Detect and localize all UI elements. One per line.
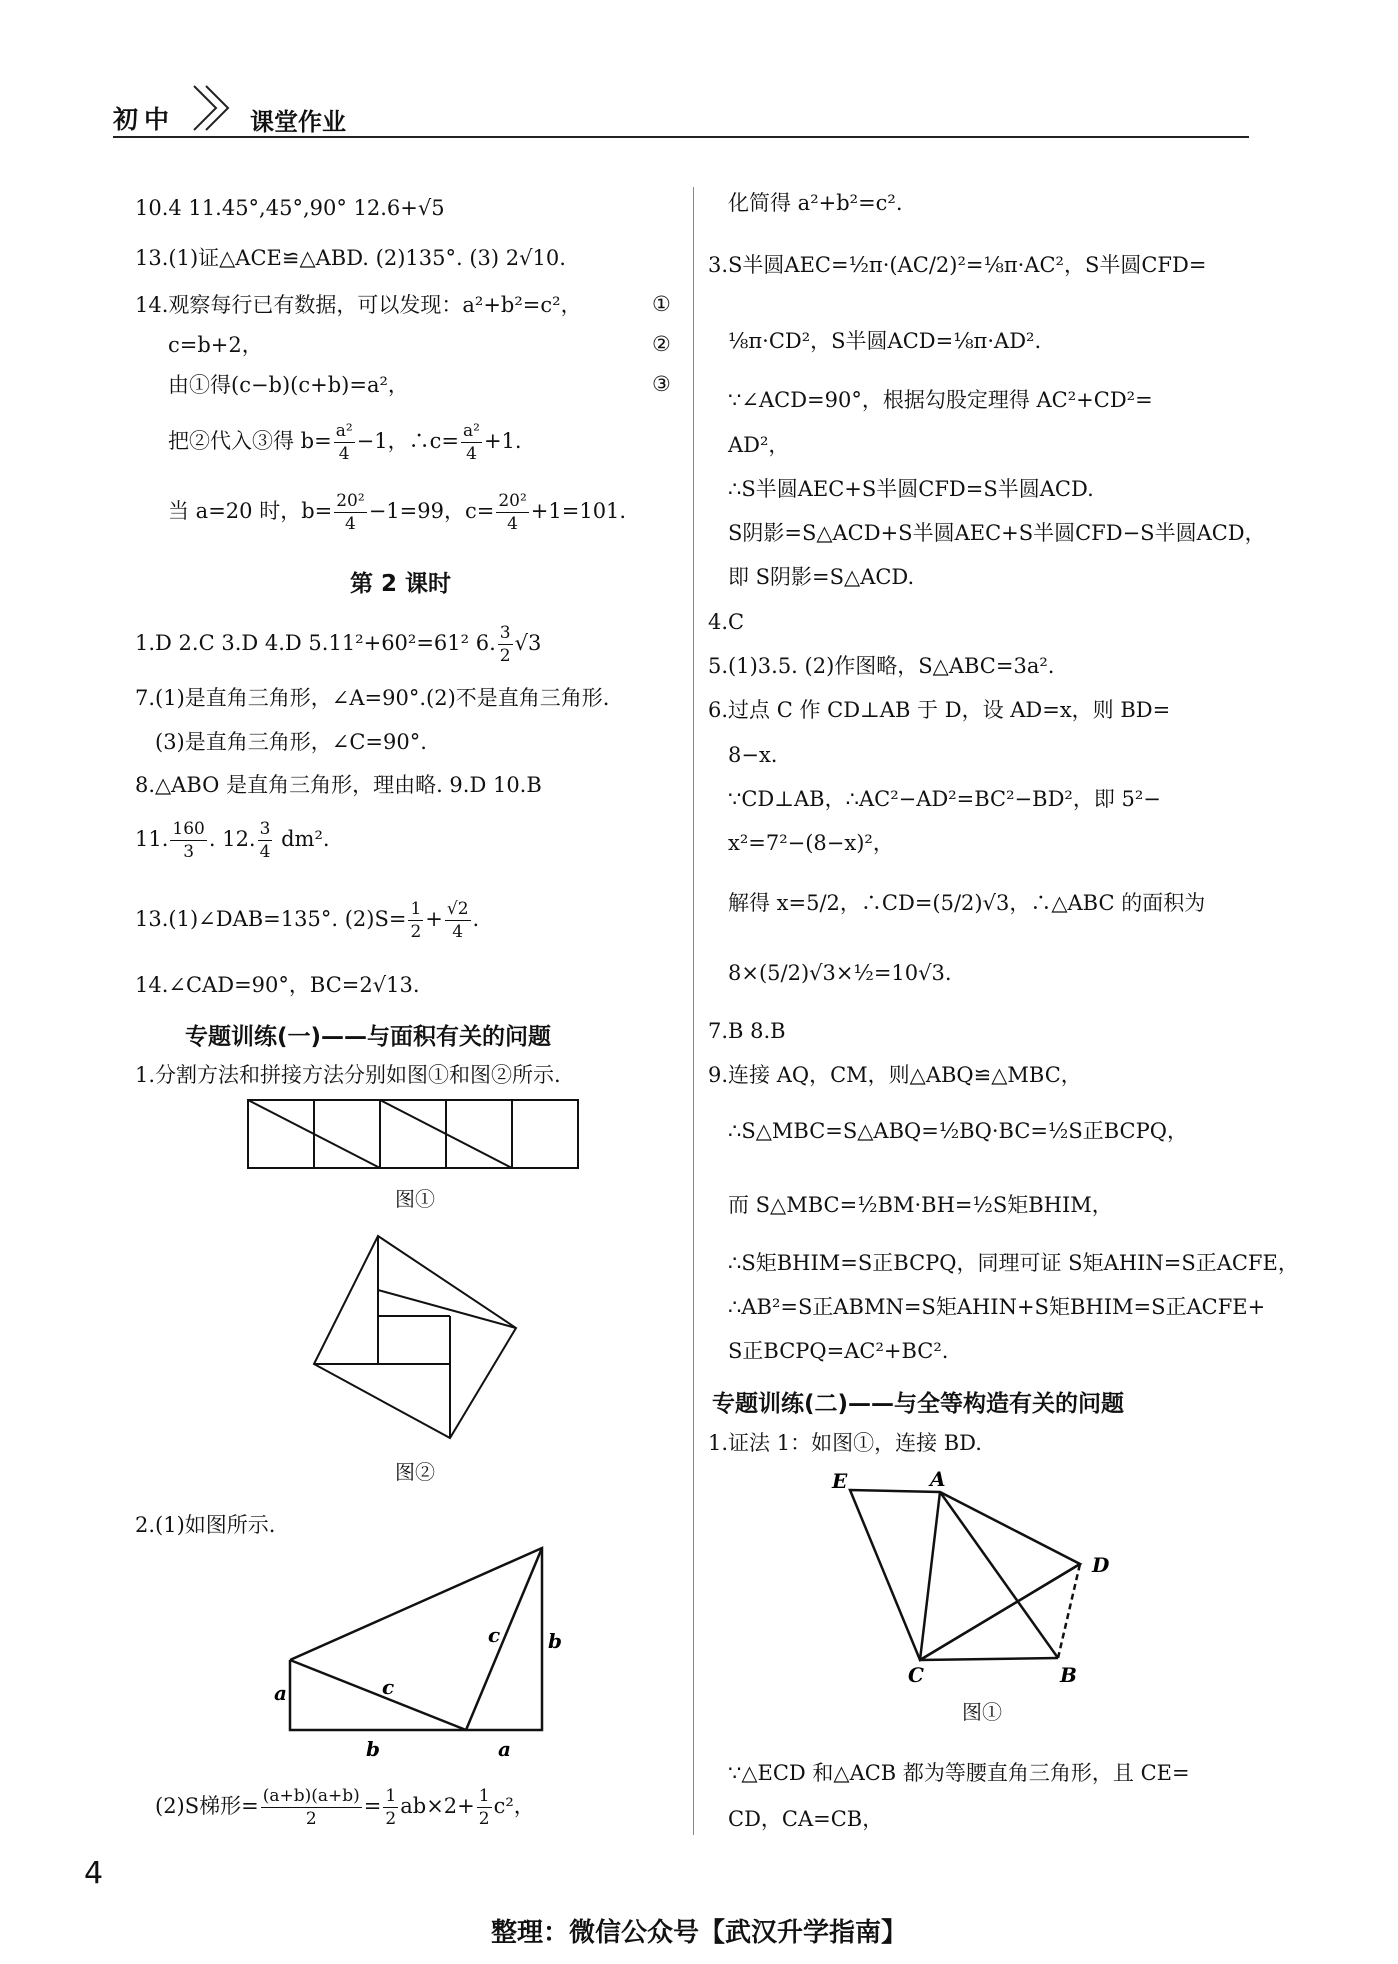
header-rule <box>113 136 1249 138</box>
answer-line: 5.(1)3.5. (2)作图略，S△ABC=3a². <box>708 654 1055 678</box>
answer-line: ⅛π·CD²，S半圆ACD=⅛π·AD². <box>728 329 1042 353</box>
answer-line: CD，CA=CB， <box>728 1807 884 1831</box>
answer-line <box>168 420 522 465</box>
answer-line <box>135 898 479 943</box>
section-heading: 专题训练(二)——与全等构造有关的问题 <box>712 1391 1125 1417</box>
footer-credit: 整理：微信公众号【武汉升学指南】 <box>490 1918 907 1948</box>
fraction: $\frac{\text{a²}}{4}$ <box>335 421 353 465</box>
text-seg: 13.(1)∠DAB=135°. (2)S= <box>135 907 407 932</box>
answer-line: (3)是直角三角形，∠C=90°. <box>155 730 427 754</box>
header-level: 初中 <box>113 105 176 134</box>
point-label: E <box>832 1469 848 1493</box>
answer-line: 14.∠CAD=90°，BC=2√13. <box>135 973 420 997</box>
column-divider <box>693 187 694 1835</box>
answer-line: c=b+2， <box>168 333 263 357</box>
answer-line: ∴AB²=S正ABMN=S矩AHIN+S矩BHIM=S正ACFE+ <box>728 1295 1266 1319</box>
answer-line: 4.C <box>708 610 745 634</box>
geometry-figure <box>830 1462 1140 1687</box>
answer-line: 14.观察每行已有数据，可以发现：a²+b²=c²， <box>135 293 582 317</box>
fraction: $\frac{1}{2}$ <box>385 1786 397 1830</box>
answer-line <box>155 1785 535 1830</box>
fraction: $\frac{\text{a²}}{4}$ <box>463 421 480 465</box>
answer-line: 3.S半圆AEC=½π·(AC/2)²=⅛π·AC²，S半圆CFD= <box>708 253 1207 277</box>
answer-line: ∴S矩BHIM=S正BCPQ，同理可证 S矩AHIN=S正ACFE， <box>728 1251 1299 1275</box>
page-number: 4 <box>84 1856 104 1891</box>
text-seg: +1=101. <box>530 499 627 524</box>
answer-line: 7.(1)是直角三角形，∠A=90°.(2)不是直角三角形. <box>135 686 610 710</box>
answer-line: 13.(1)证△ACE≌△ABD. (2)135°. (3) 2√10. <box>135 246 566 270</box>
circled-number: ③ <box>652 372 671 396</box>
figure-caption: 图① <box>962 1700 1002 1724</box>
answer-line: 2.(1)如图所示. <box>135 1513 276 1537</box>
side-label: c <box>488 1623 501 1647</box>
text-seg: ab×2+ <box>400 1794 475 1819</box>
text-seg: √3 <box>514 631 542 656</box>
answer-line: 9.连接 AQ，CM，则△ABQ≌△MBC， <box>708 1063 1082 1087</box>
text-seg: 把②代入③得 b= <box>168 429 332 454</box>
text-seg: −1，∴c= <box>356 429 459 454</box>
fraction: $\frac{3}{2}$ <box>499 623 511 667</box>
fraction: $\frac{\text{20²}}{4}$ <box>498 491 527 535</box>
header-section-title: 课堂作业 <box>250 108 346 136</box>
trapezoid-figure <box>270 1540 560 1762</box>
answer-line: ∵△ECD 和△ACB 都为等腰直角三角形，且 CE= <box>728 1761 1190 1785</box>
answer-line: AD²， <box>728 433 790 457</box>
circled-number: ① <box>652 292 671 316</box>
answer-line: ∴S半圆AEC+S半圆CFD=S半圆ACD. <box>728 477 1094 501</box>
answer-line <box>135 622 541 667</box>
answer-line: ∴S△MBC=S△ABQ=½BQ·BC=½S正BCPQ， <box>728 1119 1188 1143</box>
answer-line: 6.过点 C 作 CD⊥AB 于 D，设 AD=x，则 BD= <box>708 698 1171 722</box>
point-label: C <box>908 1663 924 1687</box>
answer-line: 10.4 11.45°,45°,90° 12.6+√5 <box>135 196 445 220</box>
point-label: A <box>930 1467 946 1491</box>
point-label: D <box>1092 1553 1110 1577</box>
side-label: c <box>382 1675 395 1699</box>
answer-line: 7.B 8.B <box>708 1019 786 1043</box>
side-label: b <box>548 1629 562 1653</box>
section-heading: 专题训练(一)——与面积有关的问题 <box>185 1024 552 1050</box>
answer-line: x²=7²−(8−x)²， <box>728 831 894 855</box>
figure-caption: 图② <box>395 1460 435 1484</box>
figure-caption: 图① <box>395 1187 435 1211</box>
answer-line: ∵∠ACD=90°，根据勾股定理得 AC²+CD²= <box>728 388 1153 412</box>
text-seg: 当 a=20 时，b= <box>168 499 333 524</box>
text-seg: dm². <box>274 827 330 852</box>
chevron-decoration-icon <box>190 84 240 134</box>
answer-line: 由①得(c−b)(c+b)=a²， <box>168 373 409 397</box>
circled-number: ② <box>652 332 671 356</box>
side-label: a <box>498 1737 511 1761</box>
text-seg: = <box>363 1794 382 1819</box>
fraction: $\frac{(a+b)(a+b)}{2}$ <box>262 1786 360 1830</box>
text-seg: (2)S梯形= <box>155 1794 259 1819</box>
side-label: b <box>366 1737 380 1761</box>
answer-line: 8.△ABO 是直角三角形，理由略. 9.D 10.B <box>135 773 542 797</box>
answer-line: 化简得 a²+b²=c². <box>728 191 903 215</box>
fraction: $\frac{3}{4}$ <box>259 819 271 863</box>
text-seg: 1.D 2.C 3.D 4.D 5.11²+60²=61² 6. <box>135 631 496 656</box>
answer-line: S正BCPQ=AC²+BC². <box>728 1339 949 1363</box>
answer-line: 而 S△MBC=½BM·BH=½S矩BHIM， <box>728 1193 1113 1217</box>
text-seg: . <box>472 907 480 932</box>
answer-line <box>135 818 330 863</box>
answer-line: 8−x. <box>728 743 778 767</box>
side-label: a <box>274 1681 287 1705</box>
answer-line: ∵CD⊥AB，∴AC²−AD²=BC²−BD²，即 5²− <box>728 787 1161 811</box>
text-seg: . 12. <box>208 827 256 852</box>
figure-1-squares <box>246 1098 582 1172</box>
text-seg: +1. <box>483 429 522 454</box>
text-seg: + <box>425 907 443 932</box>
fraction: $\frac{√2}{4}$ <box>446 899 469 943</box>
text-seg: −1=99，c= <box>368 499 495 524</box>
fraction: $\frac{\text{20²}}{4}$ <box>336 491 365 535</box>
answer-line: 8×(5/2)√3×½=10√3. <box>728 961 952 985</box>
section-heading: 第 2 课时 <box>350 571 452 597</box>
answer-line: 1.证法 1：如图①，连接 BD. <box>708 1431 982 1455</box>
figure-2-square <box>310 1232 520 1442</box>
answer-line: 解得 x=5/2，∴CD=(5/2)√3，∴△ABC 的面积为 <box>728 891 1206 915</box>
answer-line: 即 S阴影=S△ACD. <box>728 565 915 589</box>
text-seg: 11. <box>135 827 169 852</box>
fraction: $\frac{160}{3}$ <box>172 819 205 863</box>
answer-line: S阴影=S△ACD+S半圆AEC+S半圆CFD−S半圆ACD， <box>728 521 1266 545</box>
answer-line: 1.分割方法和拼接方法分别如图①和图②所示. <box>135 1063 561 1087</box>
fraction: $\frac{1}{2}$ <box>410 899 422 943</box>
answer-line <box>168 490 626 535</box>
text-seg: c²， <box>493 1794 535 1819</box>
point-label: B <box>1060 1663 1077 1687</box>
fraction: $\frac{1}{2}$ <box>478 1786 490 1830</box>
